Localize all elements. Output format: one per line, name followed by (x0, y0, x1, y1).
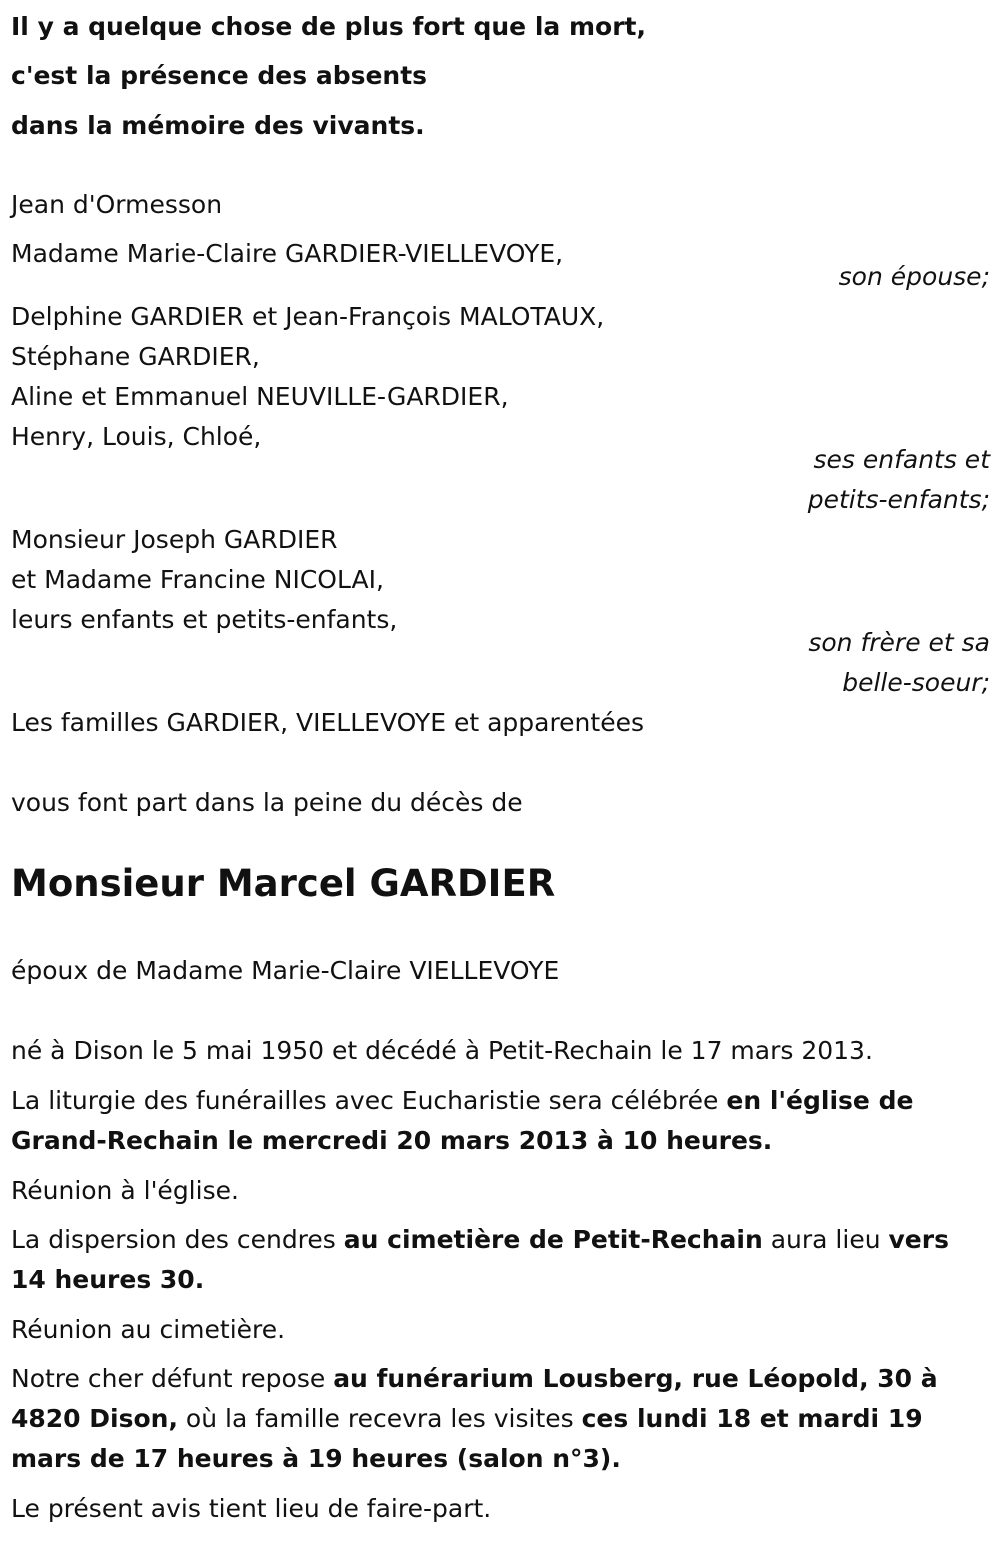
reunion-church: Réunion à l'église. (11, 1176, 239, 1205)
dispersion-time-1: vers (888, 1225, 949, 1254)
rest-place-2: 4820 Dison, (11, 1404, 178, 1433)
dispersion-text: La dispersion des cendres (11, 1225, 336, 1254)
reunion-cemetery: Réunion au cimetière. (11, 1315, 286, 1344)
quote-line-2: c'est la présence des absents (11, 61, 428, 90)
spouse-name: Madame Marie-Claire GARDIER-VIELLEVOYE, (11, 239, 564, 268)
sibling-line-1: Monsieur Joseph GARDIER (11, 525, 338, 554)
quote-author: Jean d'Ormesson (11, 190, 223, 219)
liturgy-line-2: Grand-Rechain le mercredi 20 mars 2013 à 10 heures. (11, 1126, 773, 1155)
rest-line-1 (11, 1364, 938, 1394)
quote-line-3: dans la mémoire des vivants. (11, 111, 425, 140)
announcement: vous font part dans la peine du décès de (11, 788, 523, 817)
rest-mid: où la famille recevra les visites (185, 1404, 574, 1433)
child-line-2: Stéphane GARDIER, (11, 342, 260, 371)
child-line-4: Henry, Louis, Chloé, (11, 422, 262, 451)
liturgy-place-1: en l'église de (726, 1086, 914, 1115)
deceased-name: Monsieur Marcel GARDIER (11, 862, 556, 905)
rest-line-2 (11, 1404, 923, 1434)
child-line-1: Delphine GARDIER et Jean-François MALOTAUX, (11, 302, 605, 331)
spouse-line: époux de Madame Marie-Claire VIELLEVOYE (11, 956, 560, 985)
rest-place-1: au funérarium Lousberg, rue Léopold, 30 à (333, 1364, 938, 1393)
birth-death: né à Dison le 5 mai 1950 et décédé à Petit-Rechain le 17 mars 2013. (11, 1036, 873, 1065)
spouse-role: son épouse; (838, 262, 990, 291)
dispersion-mid: aura lieu (770, 1225, 881, 1254)
children-role-1: ses enfants et (813, 445, 990, 474)
closing-line: Le présent avis tient lieu de faire-part. (11, 1494, 492, 1523)
liturgy-text: La liturgie des funérailles avec Eucharistie sera célébrée (11, 1086, 719, 1115)
quote-line-1: Il y a quelque chose de plus fort que la mort, (11, 12, 646, 41)
siblings-role-2: belle-soeur; (842, 668, 990, 697)
child-line-3: Aline et Emmanuel NEUVILLE-GARDIER, (11, 382, 509, 411)
rest-visits-1: ces lundi 18 et mardi 19 (581, 1404, 923, 1433)
children-role-2: petits-enfants; (807, 485, 990, 514)
families-line: Les familles GARDIER, VIELLEVOYE et apparentées (11, 708, 644, 737)
liturgy-line-1 (11, 1086, 913, 1116)
sibling-line-3: leurs enfants et petits-enfants, (11, 605, 398, 634)
sibling-line-2: et Madame Francine NICOLAI, (11, 565, 384, 594)
dispersion-line-1 (11, 1225, 949, 1255)
rest-text: Notre cher défunt repose (11, 1364, 326, 1393)
dispersion-line-2: 14 heures 30. (11, 1265, 205, 1294)
siblings-role-1: son frère et sa (808, 628, 990, 657)
rest-line-3: mars de 17 heures à 19 heures (salon n°3). (11, 1444, 621, 1473)
dispersion-place: au cimetière de Petit-Rechain (343, 1225, 763, 1254)
